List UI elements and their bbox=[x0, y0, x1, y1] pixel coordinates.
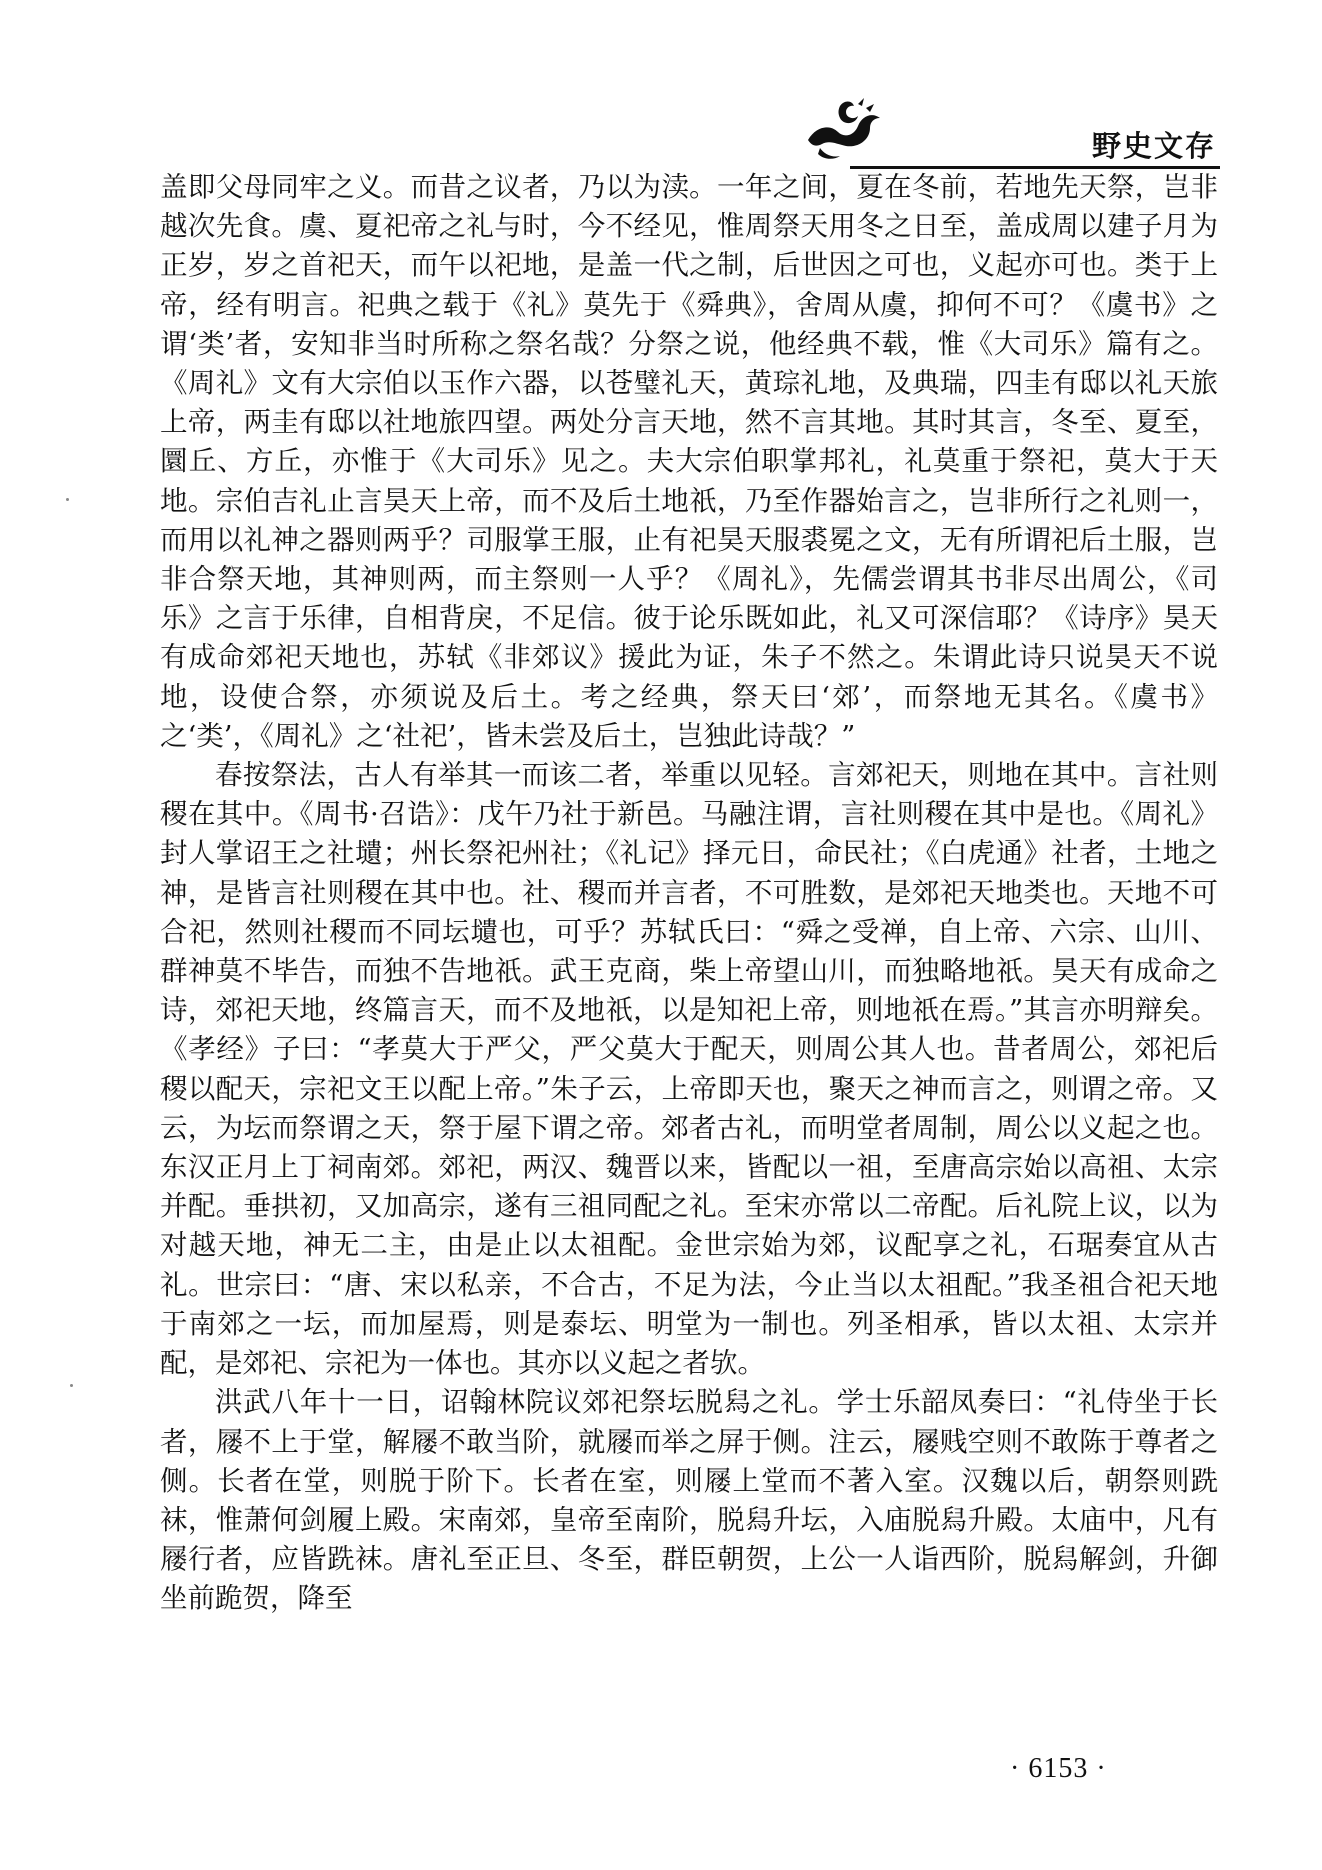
dragon-emblem-icon bbox=[800, 96, 890, 166]
paragraph: 盖即父母同牢之义。而昔之议者，乃以为渎。一年之间，夏在冬前，若地先天祭，岂非越次先食。虞、夏祀帝之礼与时，今不经见，惟周祭天用冬之日至，盖成周以建子月为正岁，岁之首祀天，而午以祀地，是盖一代之制，后世因之可也，义起亦可也。类于上帝，经有明言。祀典之载于《礼》莫先于《舜典》，舍周从虞，抑何不可？《虞书》之谓‘类’者，安知非当时所称之祭名哉？分祭之说，他经典不载，惟《大司乐》篇有之。《周礼》文有大宗伯以玉作六器，以苍璧礼天，黄琮礼地，及典瑞，四圭有邸以礼天旅上帝，两圭有邸以社地旅四望。两处分言天地，然不言其地。其时其言，冬至、夏至，圜丘、方丘，亦惟于《大司乐》见之。夫大宗伯职掌邦礼，礼莫重于祭祀，莫大于天地。宗伯吉礼止言昊天上帝，而不及后土地祇，乃至作器始言之，岂非所行之礼则一，而用以礼神之器则两乎？司服掌王服，止有祀昊天服裘冕之文，无有所谓祀后土服，岂非合祭天地，其神则两，而主祭则一人乎？《周礼》，先儒尝谓其书非尽出周公，《司乐》之言于乐律，自相背戾，不足信。彼于论乐既如此，礼又可深信耶？《诗序》昊天有成命郊祀天地也，苏轼《非郊议》援此为证，朱子不然之。朱谓此诗只说昊天不说地，设使合祭，亦须说及后土。考之经典，祭天曰‘郊’，而祭地无其名。《虞书》之‘类’，《周礼》之‘社祀’，皆未尝及后土，岂独此诗哉？” bbox=[160, 171, 1218, 752]
scan-speck bbox=[70, 1384, 73, 1387]
header-title: 野史文存 bbox=[1091, 129, 1216, 163]
paragraph: 春按祭法，古人有举其一而该二者，举重以见轻。言郊祀天，则地在其中。言社则稷在其中。《周书·召诰》：戊午乃社于新邑。马融注谓，言社则稷在其中是也。《周礼》封人掌诏王之社壝；州长祭祀州社；《礼记》择元日，命民社；《白虎通》社者，土地之神，是皆言社则稷在其中也。社、稷而并言者，不可胜数，是郊祀天地类也。天地不可合祀，然则社稷而不同坛壝也，可乎？苏轼氏曰：“舜之受禅，自上帝、六宗、山川、群神莫不毕告，而独不告地祇。武王克商，柴上帝望山川，而独略地祇。昊天有成命之诗，郊祀天地，终篇言天，而不及地祇，以是知祀上帝，则地祇在焉。”其言亦明辩矣。《孝经》子曰：“孝莫大于严父，严父莫大于配天，则周公其人也。昔者周公，郊祀后稷以配天，宗祀文王以配上帝。”朱子云，上帝即天也，聚天之神而言之，则谓之帝。又云，为坛而祭谓之天，祭于屋下谓之帝。郊者古礼，而明堂者周制，周公以义起之也。东汉正月上丁祠南郊。郊祀，两汉、魏晋以来，皆配以一祖，至唐高宗始以高祖、太宗并配。垂拱初，又加高宗，遂有三祖同配之礼。至宋亦常以二帝配。后礼院上议，以为对越天地，神无二主，由是止以太祖配。金世宗始为郊，议配享之礼，石琚奏宜从古礼。世宗曰：“唐、宋以私亲，不合古，不足为法，今止当以太祖配。”我圣祖合祀天地于南郊之一坛，而加屋焉，则是泰坛、明堂为一制也。列圣相承，皆以太祖、太宗并配，是郊祀、宗祀为一体也。其亦以义起之者欤。 bbox=[160, 759, 1218, 1380]
running-header bbox=[160, 88, 1220, 168]
body-text bbox=[160, 168, 1218, 1619]
paragraph: 洪武八年十一日，诏翰林院议郊祀祭坛脱舄之礼。学士乐韶凤奏曰：“礼侍坐于长者，屦不上于堂，解屦不敢当阶，就屦而举之屏于侧。注云，屦贱空则不敢陈于尊者之侧。长者在堂，则脱于阶下。长者在室，则屦上堂而不著入室。汉魏以后，朝祭则跣袜，惟萧何剑履上殿。宋南郊，皇帝至南阶，脱舄升坛，入庙脱舄升殿。太庙中，凡有屦行者，应皆跣袜。唐礼至正旦、冬至，群臣朝贺，上公一人诣西阶，脱舄解剑，升御坐前跪贺，降至 bbox=[160, 1386, 1218, 1615]
page-number: · 6153 · bbox=[1010, 1753, 1107, 1784]
scan-speck bbox=[66, 498, 69, 501]
